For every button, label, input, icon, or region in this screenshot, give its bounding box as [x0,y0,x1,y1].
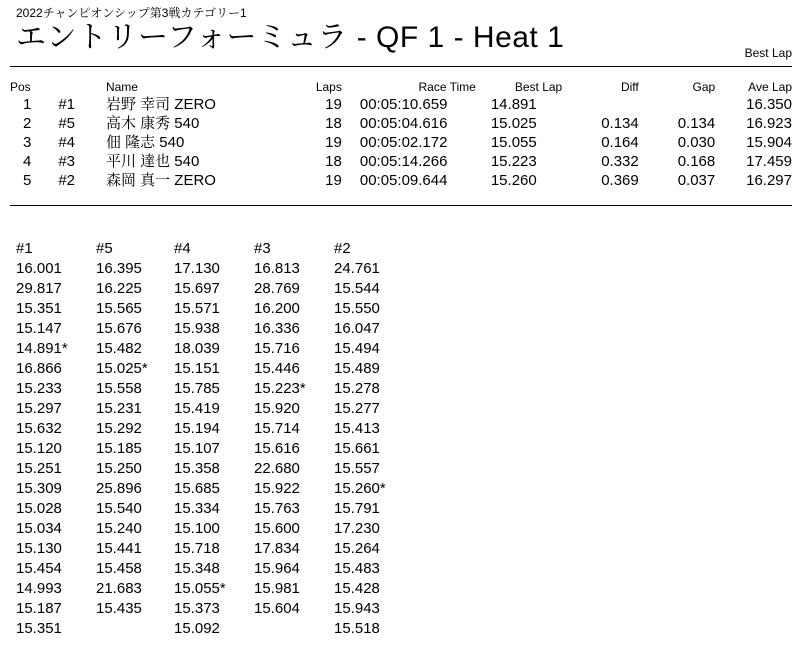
result-name: 平川 達也 540 [105,153,200,170]
lap-time: 28.769 [254,280,300,297]
result-gap: 0.037 [677,172,716,189]
lap-time: 17.230 [334,520,380,537]
result-diff: 0.369 [601,172,639,189]
result-best-lap: 15.025 [490,115,537,132]
lap-time: 15.120 [16,440,62,457]
lap-time: 15.632 [16,420,62,437]
lap-time: 16.200 [254,300,300,317]
result-pos: 3 [22,134,32,151]
event-subtitle: 2022チャンピオンシップ第3戦カテゴリー1 [16,6,247,20]
col-gap: Gap [692,80,716,94]
result-name: 佃 隆志 540 [105,134,185,151]
lap-time: 15.920 [254,400,300,417]
lap-time: 15.981 [254,580,300,597]
lap-time: 15.107 [174,440,220,457]
result-laps: 18 [325,153,342,170]
result-best-lap: 14.891 [490,96,537,113]
result-gap [639,95,716,114]
lap-time: 15.233 [16,380,62,397]
lap-time: 15.550 [334,300,380,317]
lap-time: 15.697 [174,280,220,297]
result-race-time: 00:05:04.616 [359,115,448,132]
lap-time: 15.458 [96,560,142,577]
result-pos: 2 [22,115,32,132]
result-row [10,95,792,114]
result-name: 岩野 幸司 ZERO [105,96,216,113]
lap-time: 16.225 [96,280,142,297]
lap-time: 15.446 [254,360,300,377]
lap-time: 16.336 [254,320,300,337]
result-ave-lap: 15.904 [746,134,792,151]
lap-time: 15.334 [174,500,220,517]
lap-time: 15.441 [96,540,142,557]
col-best-lap: Best Lap [514,80,563,94]
col-ave-lap: Ave Lap [748,80,792,94]
result-name: 森岡 真一 ZERO [105,172,216,189]
results-bottom-rule [10,205,792,206]
lap-times-car-header: #1 [16,240,33,257]
lap-time: 22.680 [254,460,300,477]
result-best-lap: 15.223 [490,153,537,170]
lap-time: 17.130 [174,260,220,277]
lap-time: 15.435 [96,600,142,617]
lap-time: 15.223* [254,380,306,397]
lap-time: 15.309 [16,480,62,497]
lap-time: 15.714 [254,420,300,437]
result-diff: 0.332 [601,153,639,170]
lap-time: 15.250 [96,460,142,477]
col-diff: Diff [620,80,639,94]
lap-time: 15.571 [174,300,220,317]
lap-time: 15.358 [174,460,220,477]
lap-time: 15.419 [174,400,220,417]
lap-time: 15.100 [174,520,220,537]
lap-time: 15.483 [334,560,380,577]
result-diff [562,95,639,114]
result-car: #2 [58,172,76,189]
lap-time: 15.231 [96,400,142,417]
lap-time: 15.297 [16,400,62,417]
lap-time: 14.993 [16,580,62,597]
lap-time: 15.428 [334,580,380,597]
result-car: #4 [58,134,76,151]
lap-time: 15.557 [334,460,380,477]
result-car: #5 [58,115,76,132]
lap-time: 15.716 [254,340,300,357]
lap-time: 15.494 [334,340,380,357]
lap-times-column [96,239,148,619]
lap-time: 15.260* [334,480,386,497]
lap-time: 15.565 [96,300,142,317]
lap-time: 15.240 [96,520,142,537]
lap-time: 25.896 [96,480,142,497]
result-name: 高木 康秀 540 [105,115,200,132]
lap-times-car-header: #2 [334,240,351,257]
result-diff: 0.134 [601,115,639,132]
lap-time: 15.616 [254,440,300,457]
lap-time: 15.373 [174,600,220,617]
lap-time: 15.028 [16,500,62,517]
col-laps: Laps [315,80,342,94]
lap-time: 15.151 [174,360,220,377]
result-laps: 18 [325,115,342,132]
result-best-lap: 15.260 [490,172,537,189]
result-race-time: 00:05:14.266 [359,153,448,170]
lap-time: 15.454 [16,560,62,577]
lap-time: 18.039 [174,340,220,357]
lap-time: 15.147 [16,320,62,337]
lap-time: 16.866 [16,360,62,377]
lap-time: 21.683 [96,580,142,597]
lap-time: 15.763 [254,500,300,517]
lap-time: 15.922 [254,480,300,497]
lap-time: 15.278 [334,380,380,397]
lap-time: 15.055* [174,580,226,597]
lap-time: 15.785 [174,380,220,397]
result-row [10,152,792,171]
result-gap: 0.030 [677,134,716,151]
result-diff: 0.164 [601,134,639,151]
result-car: #1 [58,96,76,113]
lap-time: 15.540 [96,500,142,517]
lap-times-column [16,239,68,639]
lap-time: 16.047 [334,320,380,337]
result-ave-lap: 16.297 [746,172,792,189]
page-title: エントリーフォーミュラ - QF 1 - Heat 1 [16,21,565,54]
result-car: #3 [58,153,76,170]
result-gap: 0.168 [677,153,716,170]
result-row [10,114,792,133]
lap-time: 15.185 [96,440,142,457]
result-race-time: 00:05:02.172 [359,134,448,151]
result-ave-lap: 17.459 [746,153,792,170]
lap-time: 15.351 [16,300,62,317]
lap-time: 15.489 [334,360,380,377]
lap-time: 15.718 [174,540,220,557]
lap-time: 15.676 [96,320,142,337]
result-pos: 5 [22,172,32,189]
lap-time: 15.092 [174,620,220,637]
lap-time: 15.600 [254,520,300,537]
result-ave-lap: 16.350 [746,96,792,113]
result-pos: 1 [22,96,32,113]
col-car [58,79,106,95]
lap-time: 15.685 [174,480,220,497]
lap-time: 15.348 [174,560,220,577]
result-laps: 19 [325,172,342,189]
lap-time: 15.943 [334,600,380,617]
result-race-time: 00:05:09.644 [359,172,448,189]
lap-times-column [334,239,386,639]
lap-time: 15.938 [174,320,220,337]
lap-times-car-header: #5 [96,240,113,257]
lap-time: 15.034 [16,520,62,537]
lap-times-car-header: #3 [254,240,271,257]
col-pos: Pos [10,80,31,94]
result-row [10,171,792,190]
lap-time: 15.187 [16,600,62,617]
lap-time: 15.482 [96,340,142,357]
lap-time: 15.413 [334,420,380,437]
lap-time: 29.817 [16,280,62,297]
result-race-time: 00:05:10.659 [359,96,448,113]
lap-time: 16.813 [254,260,300,277]
col-race-time: Race Time [418,80,476,94]
lap-time: 15.964 [254,560,300,577]
result-row [10,133,792,152]
lap-time: 15.518 [334,620,380,637]
result-best-lap: 15.055 [490,134,537,151]
lap-time: 15.025* [96,360,148,377]
results-header-row [10,79,792,95]
lap-time: 15.558 [96,380,142,397]
lap-times-column [254,239,306,619]
lap-time: 15.544 [334,280,380,297]
lap-time: 15.604 [254,600,300,617]
lap-time: 15.292 [96,420,142,437]
lap-time: 16.001 [16,260,62,277]
result-gap: 0.134 [677,115,716,132]
lap-time: 15.351 [16,620,62,637]
lap-time: 14.891* [16,340,68,357]
header-rule [10,66,792,67]
lap-time: 17.834 [254,540,300,557]
lap-times-column [174,239,226,639]
results-table [10,79,792,190]
lap-times-car-header: #4 [174,240,191,257]
lap-time: 15.251 [16,460,62,477]
lap-time: 15.130 [16,540,62,557]
col-name: Name [105,80,138,94]
result-pos: 4 [22,153,32,170]
lap-time: 15.277 [334,400,380,417]
result-laps: 19 [325,134,342,151]
result-ave-lap: 16.923 [746,115,792,132]
lap-time: 15.194 [174,420,220,437]
lap-time: 15.791 [334,500,380,517]
result-laps: 19 [325,96,342,113]
lap-time: 16.395 [96,260,142,277]
lap-time: 15.661 [334,440,380,457]
lap-time: 15.264 [334,540,380,557]
best-lap-corner-label: Best Lap [744,46,792,60]
lap-time: 24.761 [334,260,380,277]
